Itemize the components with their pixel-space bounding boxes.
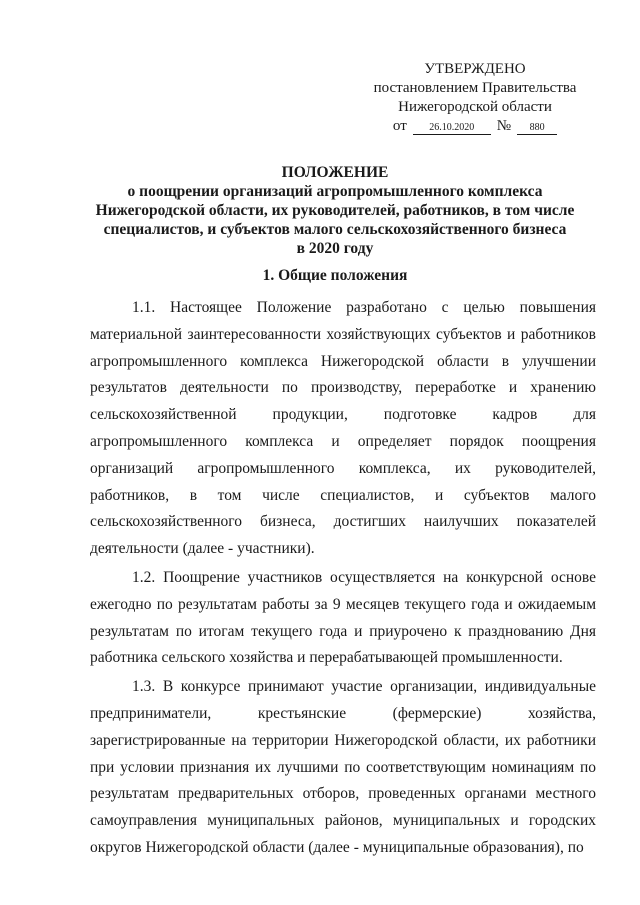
number-sign: № (496, 118, 512, 134)
approval-number: 880 (517, 122, 557, 135)
title-line: в 2020 году (296, 240, 374, 257)
title-heading: ПОЛОЖЕНИЕ (281, 164, 389, 181)
paragraph: 1.1. Настоящее Положение разработано с целью повышения материальной заинтересованности хозяйствующих субъектов и работников агропромышленного комплекса Нижегородской области в улучшении результатов деятельности по производству, переработке и хранению сельскохозяйственной продукции, подготовке кадров для агропромышленного комплекса и определяет порядок поощрения организаций агропромышленного комплекса, их руководителей, работников, в том числе специалистов, и субъектов малого сельскохозяйственного бизнеса, достигших наилучших показателей деятельности (далее - участники). (90, 299, 596, 558)
approval-block (360, 60, 590, 136)
approved-by-line: постановлением Правительства (373, 80, 577, 96)
title-line: Нижегородской области, их руководителей, работников, в том числе (95, 202, 575, 219)
document-body (90, 295, 596, 864)
approval-date: 26.10.2020 (413, 122, 491, 135)
paragraph: 1.3. В конкурсе принимают участие организации, индивидуальные предприниматели, крестьянские (фермерские) хозяйства, зарегистрированные на территории Нижегородской области, их работники при условии признания их лучшими по соответствующим номинациям по результатам предварительных отборов, проведенных органами местного самоуправления муниципальных районов, муниципальных и городских округов Нижегородской области (далее - муниципальные образования), по (90, 678, 596, 856)
from-label: от (392, 118, 407, 134)
approved-region: Нижегородской области (398, 99, 552, 115)
approved-label: УТВЕРЖДЕНО (424, 61, 526, 77)
approval-date-number (360, 117, 590, 136)
title-line: о поощрении организаций агропромышленного комплекса (127, 183, 543, 200)
section-heading: 1. Общие положения (262, 267, 408, 284)
paragraph: 1.2. Поощрение участников осуществляется на конкурсной основе ежегодно по результатам работы за 9 месяцев текущего года и ожидаемым результатам по итогам текущего года и приурочено к празднованию Дня работника сельского хозяйства и перерабатывающей промышленности. (90, 568, 596, 667)
document-title (60, 163, 610, 258)
title-line: специалистов, и субъектов малого сельскохозяйственного бизнеса (103, 221, 567, 238)
